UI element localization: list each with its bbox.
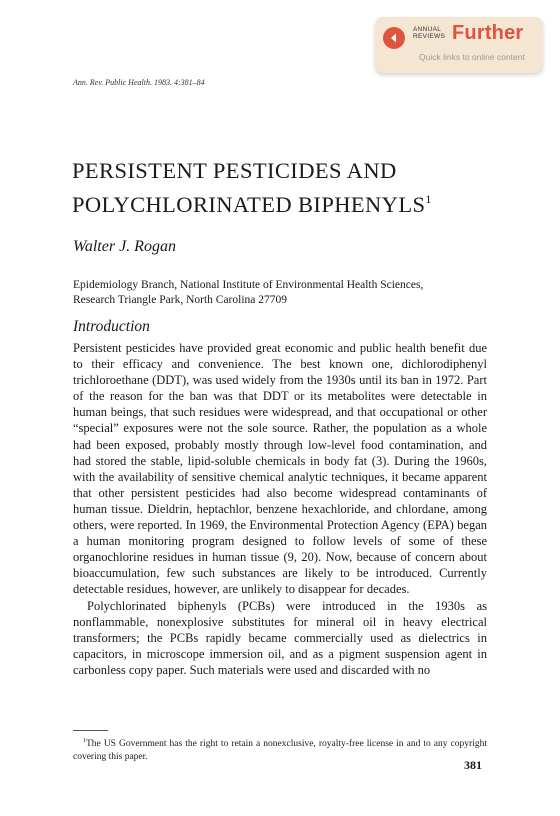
badge-subtitle: Quick links to online content	[419, 52, 525, 62]
paragraph: Polychlorinated biphenyls (PCBs) were introduced in the 1930s as nonflammable, nonexplosive substitutes for mineral oil in heavy electrical transformers; the PCBs rapidly became commercially used as dielectrics in capacitors, in microscope immersion oil, and as a pigment suspension agent in carbonless copy paper. Such materials were used and discarded with no	[73, 598, 487, 677]
journal-citation: Ann. Rev. Public Health. 1983. 4:381–84	[73, 78, 205, 87]
speaker-play-icon	[383, 27, 405, 49]
affiliation-line2: Research Triangle Park, North Carolina 27709	[73, 294, 287, 306]
title-footnote-mark: 1	[425, 192, 432, 206]
paragraph: Persistent pesticides have provided great economic and public health benefit due to their efficacy and convenience. The best known one, dichlorodiphenyl trichloroethane (DDT), was used widely from the 1930s until its ban in 1972. Part of the reason for the ban was that DDT or its metabolites were detectable in human beings, that such residues were widespread, and that occupational or other “special” exposures were not the sole source. Rather, the population as a whole had been exposed, probably mostly through low-level food contamination, and had stored the stable, lipid-soluble chemicals in body fat (3). During the 1960s, with the availability of sensitive chemical analytic techniques, it became apparent that other persistent pesticides had also become widespread contaminants of human tissue. Dieldrin, heptachlor, benzene hexachloride, and chlordane, among others, were reported. In 1969, the Environmental Protection Agency (EPA) began a human monitoring program designed to follow levels of some of these organochlorine residues in human tissue (9, 20). Now, because of concern about bioaccumulation, few such substances are likely to be introduced. Currently detectable residues, however, are unlikely to disappear for decades.	[73, 341, 487, 597]
footnote-mark: 1	[83, 738, 86, 744]
footnote	[73, 735, 487, 764]
footnote-divider	[73, 730, 108, 731]
title-line2: POLYCHLORINATED BIPHENYLS	[72, 192, 426, 217]
footnote-text: The US Government has the right to retain a nonexclusive, royalty-free license in and to any copyright covering this paper.	[73, 739, 487, 763]
further-links-badge[interactable]	[375, 17, 543, 73]
annual-reviews-label	[413, 26, 445, 40]
body-text	[73, 340, 487, 678]
page-number: 381	[464, 758, 482, 772]
further-logo-text: Further	[452, 22, 524, 44]
article-title	[72, 157, 432, 219]
author-name: Walter J. Rogan	[73, 238, 176, 255]
badge-line1: ANNUAL	[413, 26, 442, 33]
section-heading: Introduction	[73, 318, 150, 335]
affiliation	[73, 278, 493, 308]
affiliation-line1: Epidemiology Branch, National Institute of Environmental Health Sciences,	[73, 279, 424, 291]
title-line1: PERSISTENT PESTICIDES AND	[72, 158, 397, 183]
badge-line2: REVIEWS	[413, 33, 446, 40]
